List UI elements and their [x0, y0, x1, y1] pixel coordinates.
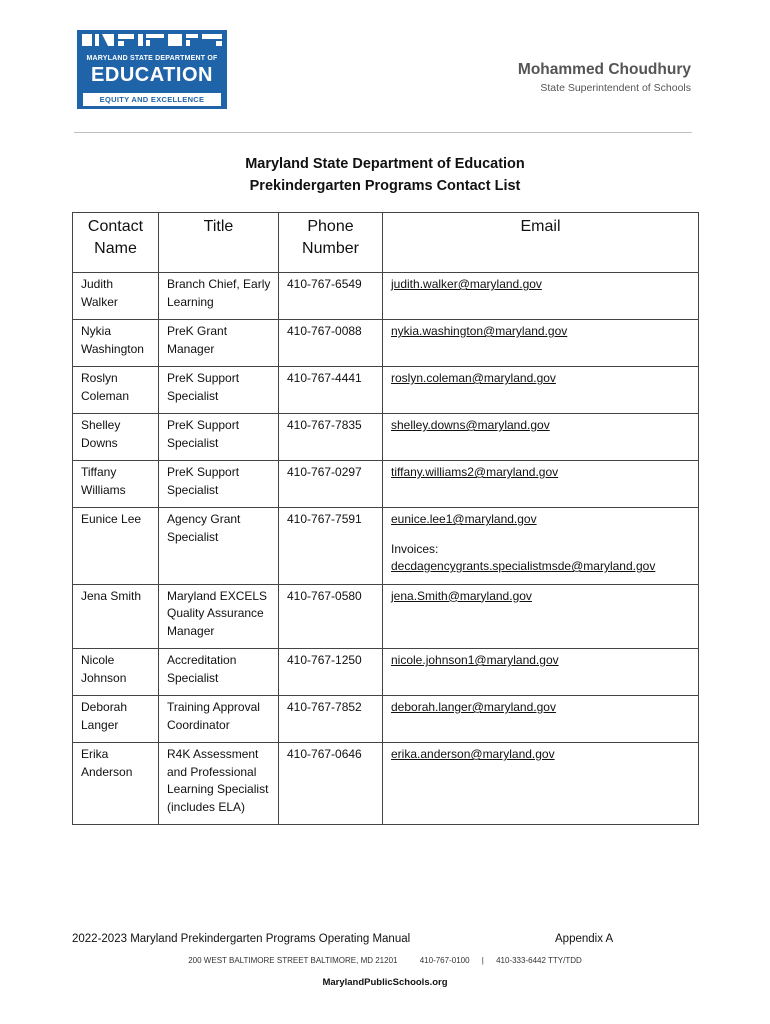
contact-email-link[interactable]: judith.walker@maryland.gov [391, 277, 542, 291]
invoices-label: Invoices: [391, 541, 439, 556]
contact-title: PreK Grant Manager [159, 320, 279, 367]
contact-phone: 410-767-7835 [279, 414, 383, 461]
table-row [73, 649, 699, 696]
contact-title: Accreditation Specialist [159, 649, 279, 696]
footer-phone: 410-767-0100 [419, 956, 470, 965]
contact-phone: 410-767-0088 [279, 320, 383, 367]
contact-phone: 410-767-1250 [279, 649, 383, 696]
contact-email-cell [383, 273, 699, 320]
contact-name: Erika Anderson [73, 743, 159, 825]
footer-appendix: Appendix A [555, 933, 614, 945]
footer-manual-title: 2022-2023 Maryland Prekindergarten Programs Operating Manual [72, 933, 411, 945]
contact-email-link[interactable]: roslyn.coleman@maryland.gov [391, 371, 556, 385]
contact-email-cell [383, 649, 699, 696]
contact-title: PreK Support Specialist [159, 461, 279, 508]
column-header-title: Title [159, 213, 279, 273]
logo-tagline: EQUITY AND EXCELLENCE [83, 93, 221, 106]
contact-email-link[interactable]: nykia.washington@maryland.gov [391, 324, 568, 338]
contact-phone: 410-767-7852 [279, 696, 383, 743]
contact-email-link[interactable]: tiffany.williams2@maryland.gov [391, 465, 559, 479]
contact-title: PreK Support Specialist [159, 414, 279, 461]
contact-phone: 410-767-4441 [279, 367, 383, 414]
contact-phone: 410-767-0297 [279, 461, 383, 508]
contact-name: Deborah Langer [73, 696, 159, 743]
contact-email-cell [383, 414, 699, 461]
contact-email-link[interactable]: eunice.lee1@maryland.gov [391, 512, 537, 526]
footer-tty: 410-333-6442 TTY/TDD [496, 956, 582, 965]
contact-email-cell [383, 696, 699, 743]
table-header-row [73, 213, 699, 273]
contact-name: Shelley Downs [73, 414, 159, 461]
contact-email-link[interactable]: erika.anderson@maryland.gov [391, 747, 555, 761]
column-header-contact-name: Contact Name [73, 213, 159, 273]
contact-title: Branch Chief, Early Learning [159, 273, 279, 320]
contact-title: PreK Support Specialist [159, 367, 279, 414]
contact-phone: 410-767-6549 [279, 273, 383, 320]
superintendent-title: State Superintendent of Schools [540, 82, 691, 94]
table-row [73, 273, 699, 320]
column-header-email: Email [383, 213, 699, 273]
header-divider [74, 132, 692, 133]
footer-address-line [0, 956, 770, 965]
contact-table [72, 212, 699, 825]
document-title [0, 153, 770, 197]
table-row [73, 367, 699, 414]
contact-title: Training Approval Coordinator [159, 696, 279, 743]
contact-name: Eunice Lee [73, 508, 159, 585]
contact-email-cell [383, 743, 699, 825]
contact-title: Agency Grant Specialist [159, 508, 279, 585]
logo-text-line1: MARYLAND STATE DEPARTMENT OF [86, 55, 218, 62]
column-header-phone-number: Phone Number [279, 213, 383, 273]
contact-email-cell [383, 508, 699, 585]
contact-name: Nicole Johnson [73, 649, 159, 696]
contact-email-link[interactable]: deborah.langer@maryland.gov [391, 700, 556, 714]
contact-name: Jena Smith [73, 584, 159, 649]
logo-text-line2: EDUCATION [91, 64, 213, 86]
document-title-line1: Maryland State Department of Education [245, 156, 525, 172]
contact-email-cell [383, 320, 699, 367]
footer-separator: | [481, 956, 484, 965]
contact-title: R4K Assessment and Professional Learning Specialist (includes ELA) [159, 743, 279, 825]
contact-phone: 410-767-0580 [279, 584, 383, 649]
contact-title: Maryland EXCELS Quality Assurance Manager [159, 584, 279, 649]
logo-flag-graphic [80, 32, 224, 48]
superintendent-name: Mohammed Choudhury [517, 61, 691, 78]
contact-email-cell [383, 367, 699, 414]
table-row [73, 584, 699, 649]
table-row [73, 508, 699, 585]
contact-email-cell [383, 584, 699, 649]
contact-email-link[interactable]: jena.Smith@maryland.gov [391, 588, 532, 603]
table-row [73, 320, 699, 367]
contact-name: Judith Walker [73, 273, 159, 320]
contact-name: Nykia Washington [73, 320, 159, 367]
document-title-line2: Prekindergarten Programs Contact List [249, 178, 521, 194]
footer-address: 200 WEST BALTIMORE STREET BALTIMORE, MD 21201 [188, 956, 398, 965]
contact-name: Roslyn Coleman [73, 367, 159, 414]
msde-logo [77, 30, 227, 109]
table-row [73, 743, 699, 825]
contact-email-link[interactable]: shelley.downs@maryland.gov [391, 418, 550, 432]
table-row [73, 461, 699, 508]
contact-email-cell [383, 461, 699, 508]
footer-website-link[interactable]: MarylandPublicSchools.org [322, 977, 448, 988]
invoices-email-link[interactable]: decdagencygrants.specialistmsde@maryland.gov [391, 559, 656, 573]
contact-phone: 410-767-7591 [279, 508, 383, 585]
table-row [73, 696, 699, 743]
contact-name: Tiffany Williams [73, 461, 159, 508]
contact-phone: 410-767-0646 [279, 743, 383, 825]
table-row [73, 414, 699, 461]
contact-email-link[interactable]: nicole.johnson1@maryland.gov [391, 653, 559, 667]
